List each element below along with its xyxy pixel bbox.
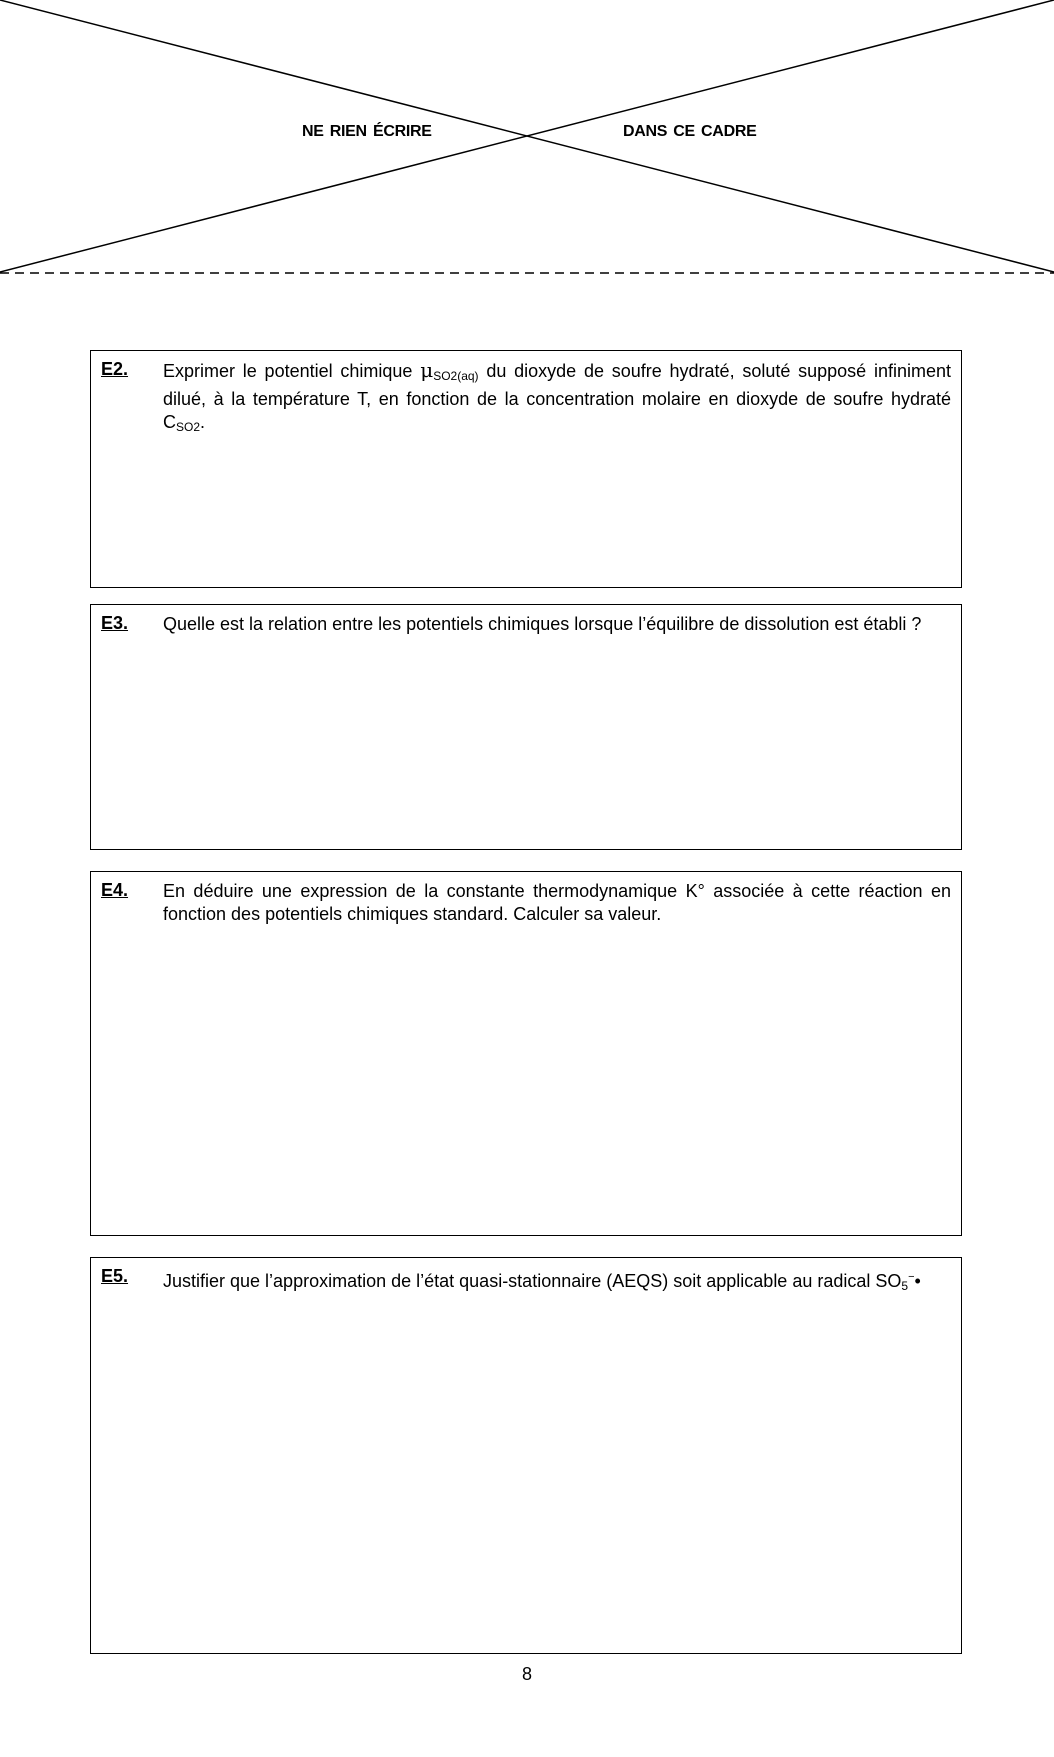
question-label: E4. xyxy=(101,880,129,900)
mu-subscript: SO2(aq) xyxy=(433,369,479,383)
answer-box-e4[interactable] xyxy=(90,871,962,1236)
answer-box-e5[interactable] xyxy=(90,1257,962,1654)
mu-symbol: μ xyxy=(420,358,434,382)
page-number: 8 xyxy=(521,1664,532,1684)
c-subscript: SO2 xyxy=(176,420,201,434)
so5-subscript: 5 xyxy=(901,1279,909,1293)
question-label: E2. xyxy=(101,359,129,379)
no-write-frame xyxy=(0,0,1054,280)
question-text: Exprimer le potentiel chimique $\mu_{SO2(aq)}$ du dioxyde de soufre hydraté, soluté supposé infiniment dilué, à la température T, en fonction de la concentration molaire en dioxyde de soufre hydraté $C_{SO2}$. xyxy=(163,358,951,434)
question-label: E3. xyxy=(101,613,129,633)
no-write-label-right: DANS CE CADRE xyxy=(623,123,757,140)
question-label: E5. xyxy=(101,1266,129,1286)
question-text: En déduire une expression de la constante thermodynamique K° associée à cette réaction en fonction des potentiels chimiques standard. Calculer sa valeur. xyxy=(163,881,951,924)
answer-box-e2[interactable] xyxy=(90,350,962,588)
answer-box-e3[interactable] xyxy=(90,604,962,850)
no-write-label-left: NE RIEN ÉCRIRE xyxy=(302,123,432,140)
question-text: Justifier que l’approximation de l’état quasi-stationnaire (AEQS) soit applicable au radical $SO_5^-•$ xyxy=(163,1271,921,1293)
radical-dot: • xyxy=(914,1271,921,1291)
question-text: Quelle est la relation entre les potentiels chimiques lorsque l’équilibre de dissolution est établi ? xyxy=(163,614,922,634)
so5-superscript: − xyxy=(908,1271,915,1283)
